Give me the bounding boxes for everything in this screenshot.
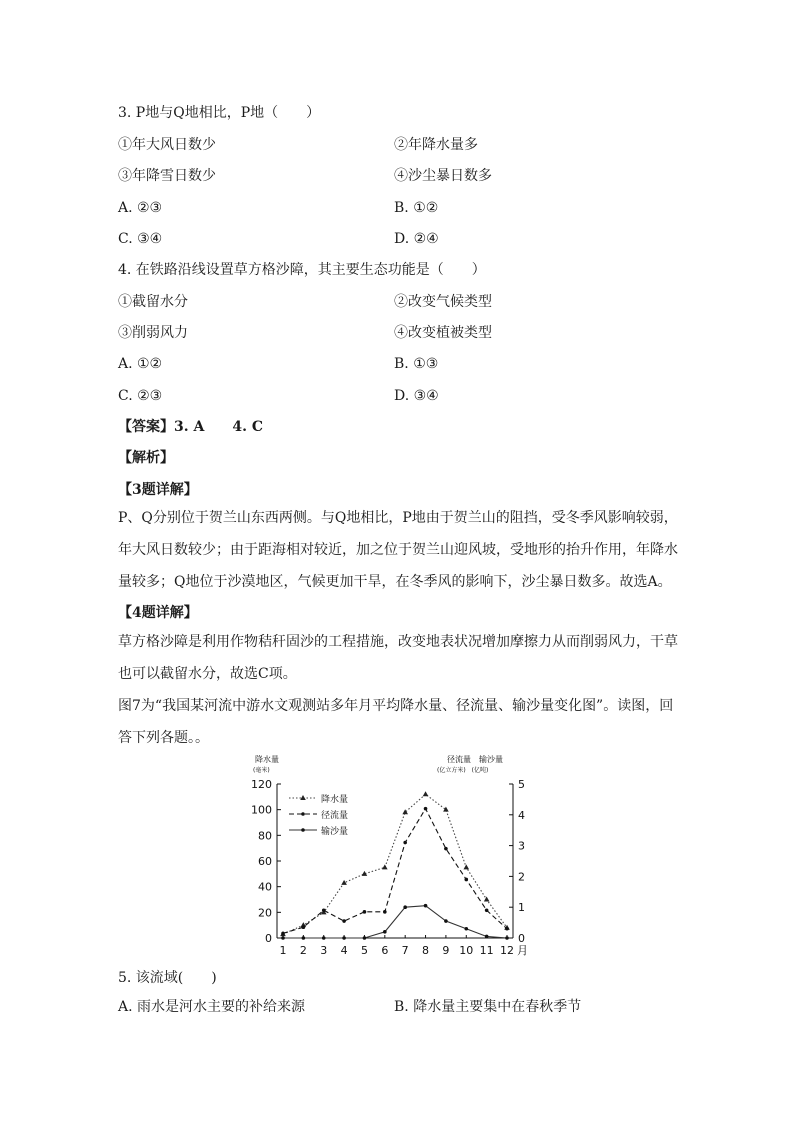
legend-label: 降水量 bbox=[321, 795, 349, 805]
series-line bbox=[283, 809, 507, 934]
data-point bbox=[464, 927, 468, 931]
data-point bbox=[505, 927, 509, 931]
data-point bbox=[382, 864, 388, 869]
data-point bbox=[424, 904, 428, 908]
legend-marker bbox=[300, 795, 306, 800]
q4-option-1: ①截留水分 bbox=[118, 294, 188, 310]
q5-choice-b: B. 降水量主要集中在春秋季节 bbox=[394, 999, 582, 1015]
data-point bbox=[443, 807, 449, 812]
left-tick-label: 60 bbox=[258, 855, 272, 868]
q4-choice-c: C. ②③ bbox=[118, 388, 163, 404]
x-axis-unit: 月 bbox=[517, 944, 528, 957]
x-tick-label: 7 bbox=[401, 944, 409, 957]
x-tick-label: 2 bbox=[299, 944, 307, 957]
left-tick-label: 120 bbox=[251, 778, 272, 791]
q5-stem: 5. 该流域( ) bbox=[118, 970, 217, 986]
x-tick-label: 9 bbox=[442, 944, 450, 957]
figure-intro: 图7为“我国某河流中游水文观测站多年月平均降水量、径流量、输沙量变化图”。读图，回答下列各题。。 bbox=[118, 698, 674, 746]
data-point bbox=[281, 932, 285, 936]
series-line bbox=[283, 906, 507, 938]
legend-item bbox=[289, 793, 348, 805]
analysis-heading: 【解析】 bbox=[118, 450, 174, 466]
x-tick-label: 10 bbox=[459, 944, 474, 957]
right-tick-label: 4 bbox=[518, 808, 525, 822]
data-point bbox=[444, 919, 448, 923]
q3-choice-b: B. ①② bbox=[394, 200, 439, 216]
right-tick-label: 5 bbox=[518, 778, 525, 791]
left-tick-label: 80 bbox=[258, 829, 272, 843]
q4-detail-heading: 【4题详解】 bbox=[118, 605, 198, 621]
data-point bbox=[403, 905, 407, 909]
x-tick-label: 11 bbox=[479, 944, 494, 957]
series-降水量 bbox=[280, 791, 510, 936]
x-tick-label: 8 bbox=[422, 944, 430, 957]
data-point bbox=[402, 809, 408, 814]
q4-stem: 4. 在铁路沿线设置草方格沙障，其主要生态功能是（ ） bbox=[118, 262, 486, 278]
data-point bbox=[322, 936, 326, 940]
left-tick-label: 40 bbox=[258, 880, 272, 894]
q3-option-4: ④沙尘暴日数多 bbox=[394, 168, 492, 184]
q3-choice-d: D. ②④ bbox=[394, 231, 439, 247]
x-tick-label: 1 bbox=[279, 944, 287, 957]
q4-option-4: ④改变植被类型 bbox=[394, 325, 492, 341]
series-line bbox=[283, 794, 507, 934]
q3-option-1: ①年大风日数少 bbox=[118, 137, 216, 153]
left-tick-label: 20 bbox=[258, 906, 272, 920]
data-point bbox=[302, 925, 306, 929]
chart-legend bbox=[289, 793, 348, 837]
data-point bbox=[485, 908, 489, 912]
right-tick-label: 0 bbox=[518, 932, 525, 945]
q5-choice-a: A. 雨水是河水主要的补给来源 bbox=[118, 999, 306, 1015]
data-point bbox=[383, 930, 387, 934]
legend-label: 径流量 bbox=[321, 811, 349, 821]
q4-option-2: ②改变气候类型 bbox=[394, 294, 492, 310]
legend-item bbox=[289, 825, 348, 837]
legend-marker bbox=[301, 828, 305, 832]
q3-stem: 3. P地与Q地相比，P地（ ） bbox=[118, 105, 321, 121]
left-tick-label: 0 bbox=[265, 932, 272, 945]
q3-option-2: ②年降水量多 bbox=[394, 137, 478, 153]
hydrology-chart bbox=[235, 748, 535, 964]
series-输沙量 bbox=[281, 904, 509, 940]
right-tick-label: 1 bbox=[518, 901, 525, 915]
data-point bbox=[281, 936, 285, 940]
data-point bbox=[363, 910, 367, 914]
left-axis-unit: (毫米) bbox=[253, 767, 270, 774]
data-point bbox=[464, 878, 468, 882]
right-axis-title: 径流量 输沙量 bbox=[447, 755, 503, 764]
data-point bbox=[444, 847, 448, 851]
data-point bbox=[322, 908, 326, 912]
q3-detail-heading: 【3题详解】 bbox=[118, 482, 198, 498]
data-point bbox=[423, 791, 429, 796]
right-tick-label: 3 bbox=[518, 839, 525, 853]
data-point bbox=[424, 807, 428, 811]
answer-line: 【答案】3. A 4. C bbox=[118, 419, 263, 435]
q4-option-3: ③削弱风力 bbox=[118, 325, 188, 341]
left-axis-title: 降水量 bbox=[255, 755, 279, 764]
q4-choice-d: D. ③④ bbox=[394, 388, 439, 404]
right-axis-unit: (亿立方米) (亿吨) bbox=[437, 767, 489, 774]
q3-choice-c: C. ③④ bbox=[118, 231, 163, 247]
data-point bbox=[363, 936, 367, 940]
right-tick-label: 2 bbox=[518, 870, 525, 884]
series-径流量 bbox=[281, 807, 509, 935]
data-point bbox=[403, 841, 407, 845]
data-point bbox=[342, 936, 346, 940]
data-point bbox=[302, 936, 306, 940]
q4-choice-a: A. ①② bbox=[118, 356, 163, 372]
q3-detail-text: P、Q分别位于贺兰山东西两侧。与Q地相比，P地由于贺兰山的阻挡，受冬季风影响较弱，年大风日数较少；由于距海相对较近，加之位于贺兰山迎风坡，受地形的抬升作用，年降水量较多；Q地位于沙漠地区，气候更加干旱，在冬季风的影响下，沙尘暴日数多。故选A。 bbox=[118, 510, 678, 590]
data-point bbox=[505, 936, 509, 940]
left-tick-label: 100 bbox=[251, 803, 272, 817]
legend-marker bbox=[301, 812, 305, 816]
x-tick-label: 5 bbox=[360, 944, 368, 957]
x-tick-label: 12 bbox=[500, 944, 514, 957]
legend-item bbox=[289, 809, 348, 821]
data-point bbox=[485, 935, 489, 939]
x-tick-label: 4 bbox=[340, 944, 348, 957]
q3-choice-a: A. ②③ bbox=[118, 200, 163, 216]
legend-label: 输沙量 bbox=[321, 827, 349, 837]
q4-choice-b: B. ①③ bbox=[394, 356, 439, 372]
data-point bbox=[463, 864, 469, 869]
data-point bbox=[383, 910, 387, 914]
x-tick-label: 3 bbox=[320, 944, 328, 957]
q4-detail-text: 草方格沙障是利用作物秸秆固沙的工程措施，改变地表状况增加摩擦力从而削弱风力，干草也可以截留水分，故选C项。 bbox=[118, 634, 678, 682]
x-tick-label: 6 bbox=[381, 944, 389, 957]
data-point bbox=[342, 919, 346, 923]
q3-option-3: ③年降雪日数少 bbox=[118, 168, 216, 184]
